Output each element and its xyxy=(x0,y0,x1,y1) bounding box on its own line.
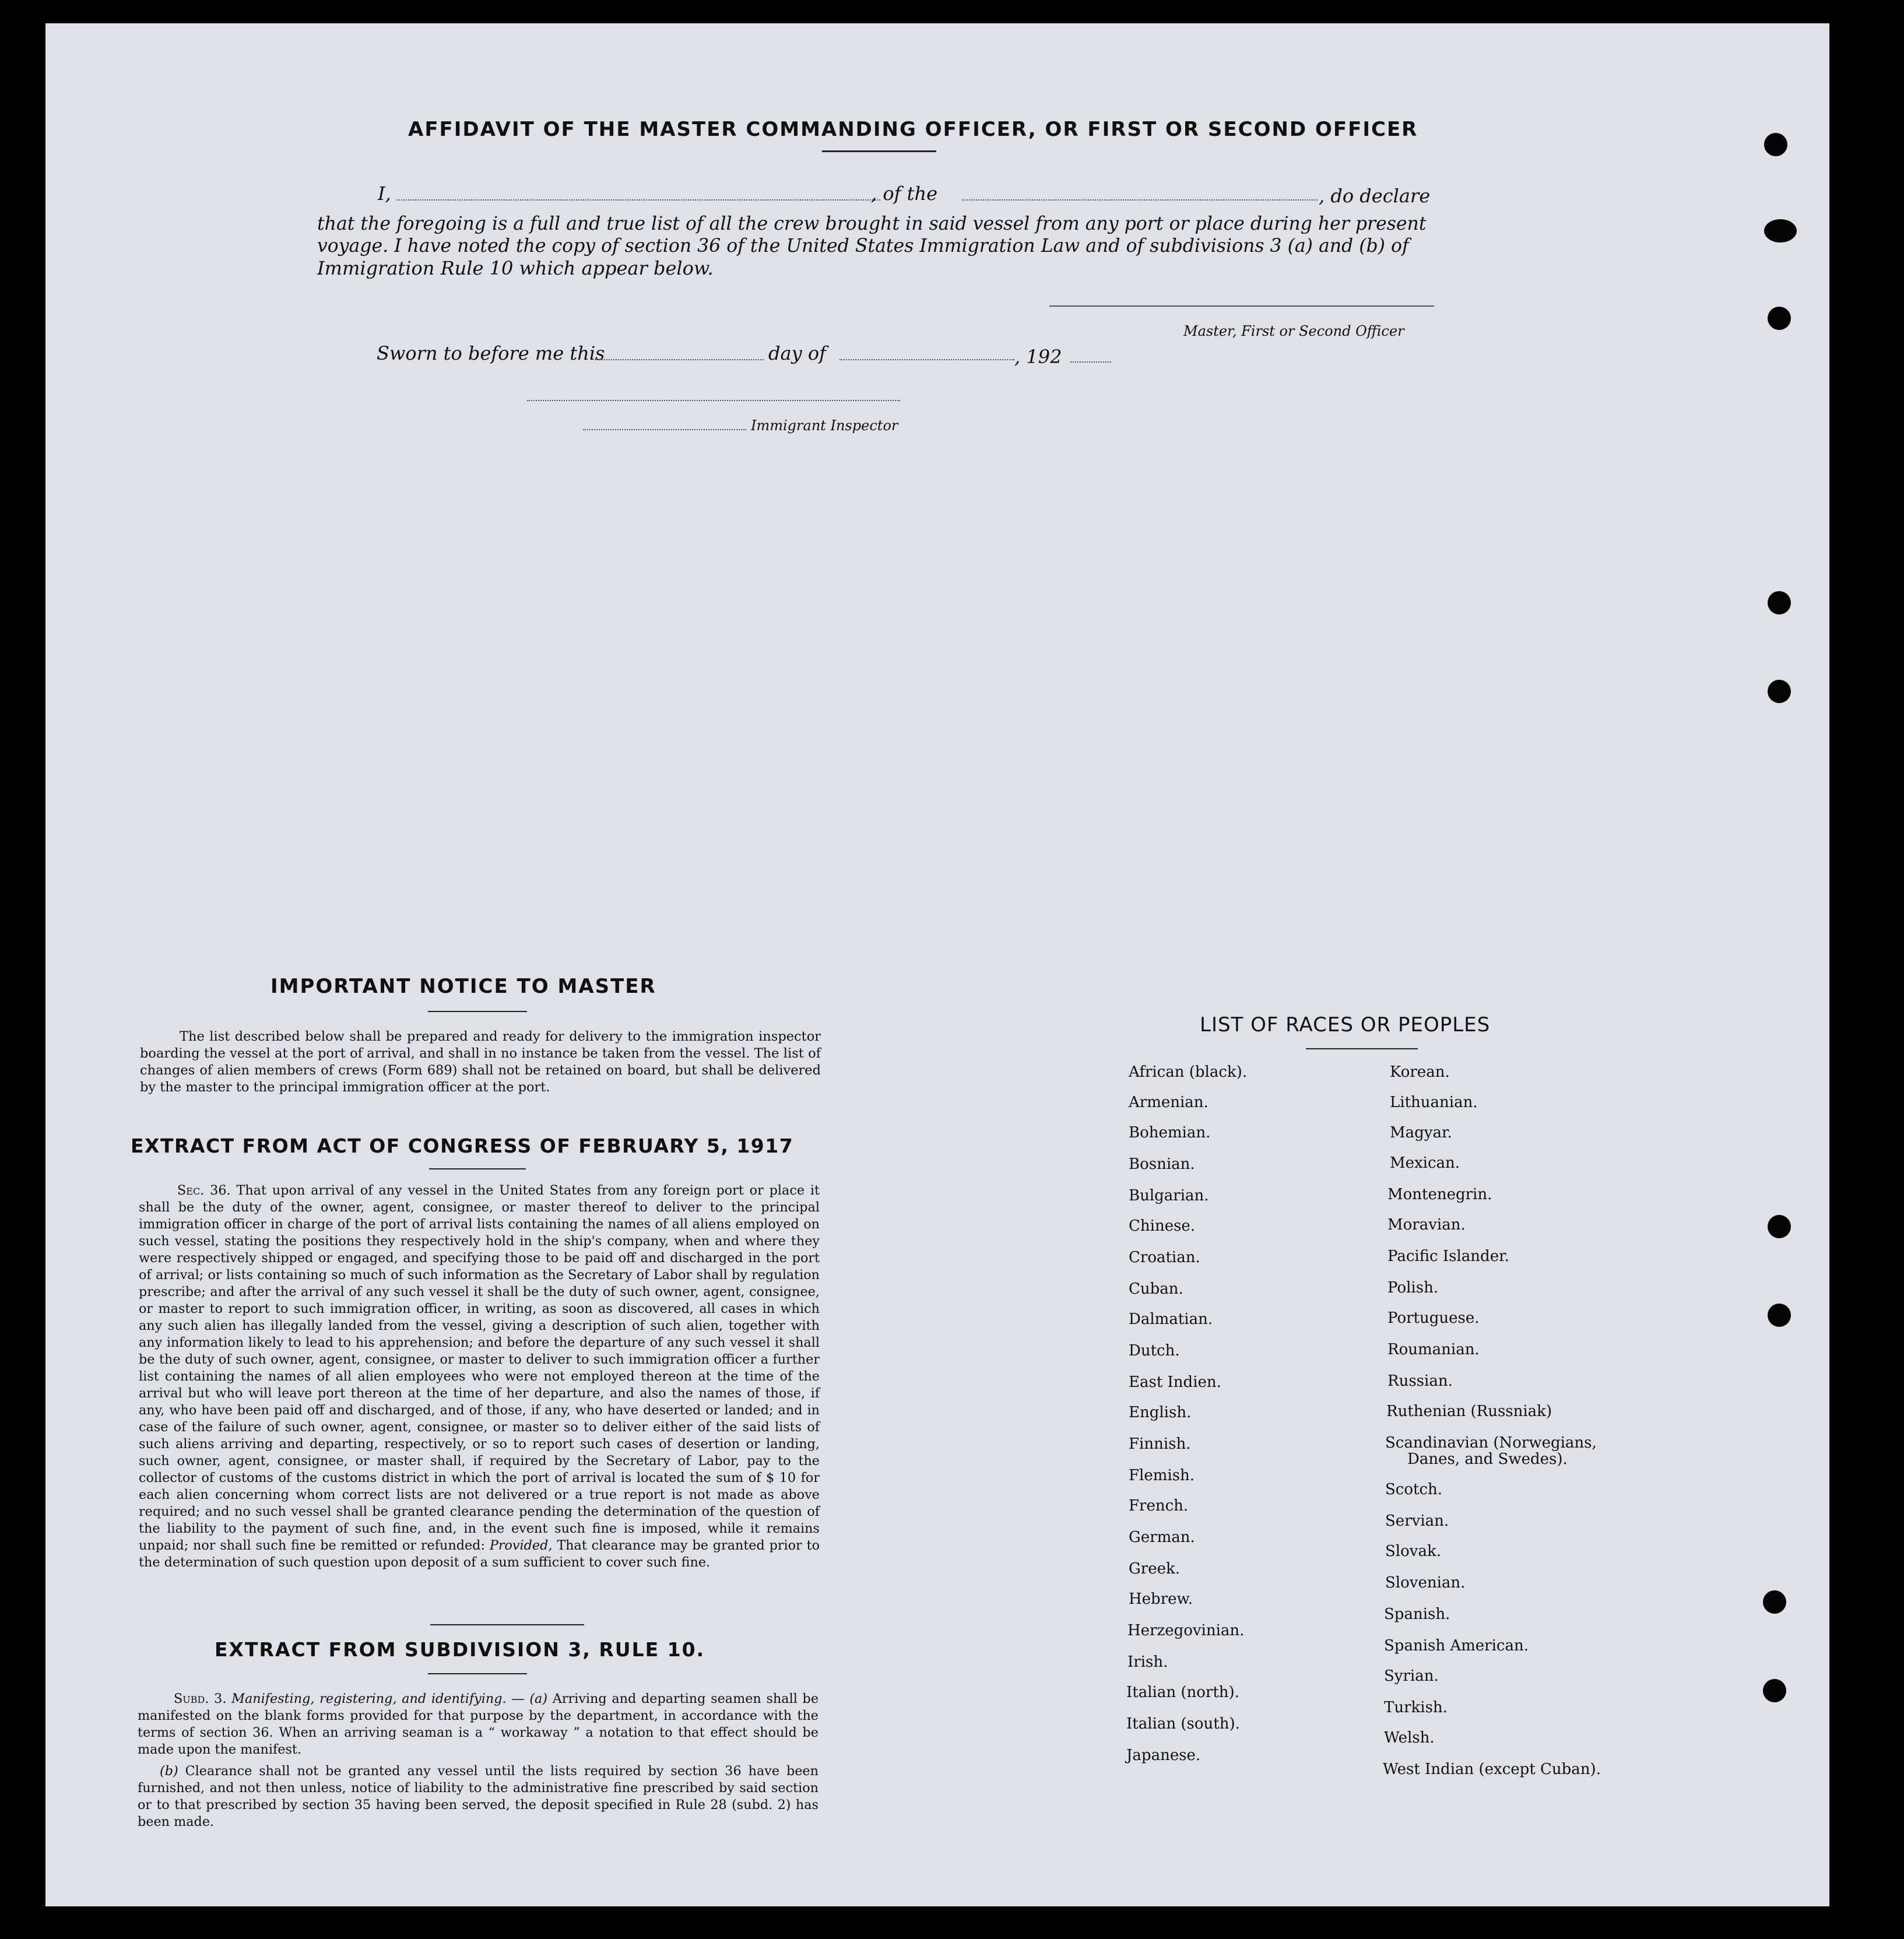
punch-hole xyxy=(1768,307,1791,330)
rule-title: EXTRACT FROM SUBDIVISION 3, RULE 10. xyxy=(215,1638,705,1661)
race-item: Italian (south). xyxy=(1126,1715,1240,1733)
race-item: Scotch. xyxy=(1385,1481,1443,1498)
affidavit-title: AFFIDAVIT OF THE MASTER COMMANDING OFFICER, OR FIRST OR SECOND OFFICER xyxy=(408,118,1418,141)
race-item: Croatian. xyxy=(1129,1249,1200,1266)
race-item: Bohemian. xyxy=(1129,1124,1211,1141)
rule-b-text: Clearance shall not be granted any vessel until the lists required by section 36 have been furnished, and not then unless, notice of liability to the administrative fine prescribed by said section or to that prescribed by section 35 having been served, the deposit specified in Rule 28 (subd. 2) has been made. xyxy=(138,1764,818,1829)
rule-a-text: Arriving and departing seamen shall be manifested on the blank forms provided for that purpose by the department, in accordance with the terms of section 36. When an arriving seaman is a “ workaway ” a notation to that effect should be made upon the manifest. xyxy=(138,1691,819,1757)
race-item: Servian. xyxy=(1385,1512,1449,1530)
punch-hole xyxy=(1764,219,1797,243)
races-title: LIST OF RACES OR PEOPLES xyxy=(1200,1013,1491,1037)
affidavit-i: I, xyxy=(378,182,391,205)
inspector-caption: Immigrant Inspector xyxy=(751,417,898,434)
rule-b-label: (b) xyxy=(160,1764,178,1779)
act-section-label: Sec. 36. xyxy=(177,1183,231,1198)
act-provided: Provided, xyxy=(489,1538,553,1553)
act-underline xyxy=(429,1168,526,1169)
punch-hole xyxy=(1768,1304,1791,1327)
rule-a-label: — (a) xyxy=(511,1691,548,1706)
race-item: African (black). xyxy=(1129,1063,1248,1081)
punch-hole xyxy=(1763,1590,1786,1614)
punch-hole xyxy=(1768,680,1791,703)
race-item: Slovak. xyxy=(1385,1543,1441,1560)
race-item: Magyar. xyxy=(1390,1124,1452,1141)
race-item: Polish. xyxy=(1387,1279,1439,1297)
rule-subd-label: Subd. 3. xyxy=(174,1691,227,1706)
sworn-month-blank[interactable] xyxy=(839,359,1014,360)
title-underline xyxy=(822,150,936,152)
race-item: Danes, and Swedes). xyxy=(1407,1450,1568,1468)
punch-hole xyxy=(1768,1215,1791,1238)
race-item: Flemish. xyxy=(1129,1467,1195,1484)
affidavit-line: voyage. I have noted the copy of section 36 of the United States Immigration Law and of subdivisions 3 (a) and (b) of xyxy=(317,236,1409,257)
race-item: Moravian. xyxy=(1387,1216,1466,1234)
act-end-rule xyxy=(430,1624,584,1625)
notice-underline xyxy=(428,1011,527,1012)
race-item: East Indien. xyxy=(1129,1374,1221,1391)
race-item: Herzegovinian. xyxy=(1127,1622,1245,1639)
inspector-line xyxy=(583,429,746,430)
race-item: Italian (north). xyxy=(1126,1684,1239,1701)
race-item: Bosnian. xyxy=(1129,1155,1195,1173)
inspector-line xyxy=(527,400,900,401)
signature-line xyxy=(1049,305,1434,307)
punch-hole xyxy=(1764,133,1787,156)
races-underline xyxy=(1306,1048,1418,1049)
race-item: Bulgarian. xyxy=(1129,1187,1209,1204)
race-item: Pacific Islander. xyxy=(1387,1248,1509,1265)
sworn-label: Sworn to before me this xyxy=(377,342,605,364)
affidavit-do-declare: , do declare xyxy=(1319,185,1431,207)
vessel-blank[interactable] xyxy=(962,199,1318,201)
year-blank[interactable] xyxy=(1070,361,1111,363)
race-item: Chinese. xyxy=(1129,1217,1196,1235)
race-item: English. xyxy=(1129,1404,1192,1421)
notice-title: IMPORTANT NOTICE TO MASTER xyxy=(271,975,656,998)
affidavit-of-the: , of the xyxy=(871,182,938,205)
act-body xyxy=(139,1182,820,1571)
race-item: Slovenian. xyxy=(1385,1574,1466,1592)
race-item: Greek. xyxy=(1129,1560,1180,1578)
rule-a xyxy=(138,1691,818,1758)
race-item: Syrian. xyxy=(1384,1667,1439,1685)
notice-body: The list described below shall be prepared and ready for delivery to the immigration inspector boarding the vessel at the port of arrival, and shall in no instance be taken from the vessel. The list of changes of alien members of crews (Form 689) shall not be retained on board, but shall be delivered by the master to the principal immigration officer at the port. xyxy=(140,1029,821,1095)
punch-hole xyxy=(1768,591,1791,614)
act-text: That upon arrival of any vessel in the United States from any foreign port or place it shall be the duty of the owner, agent, consignee, or master thereof to deliver to the principal immigration officer in charge of the port of arrival lists containing the names of all aliens employed on such vessel, stating the positions they respectively hold in the ship's company, when and where they were respectively shipped or engaged, and specifying those to be paid off and discharged in the port of arrival; or lists containing so much of such information as the Secretary of Labor shall by regulation prescribe; and after the arrival of any such vessel it shall be the duty of such owner, agent, consignee, or master to report to such immigration officer, in writing, as soon as discovered, all cases in which any such alien has illegally landed from the vessel, giving a description of such alien, together with any information likely to lead to his apprehension; and before the departure of any such vessel it shall be the duty of such owner, agent, consignee, or master to deliver to such immigration officer a further list containing the names of all alien employees who were not employed thereon at the time of the arrival but who will leave port thereon at the time of her departure, and also the names of those, if any, who have been paid off and discharged, and of those, if any, who have deserted or landed; and in case of the failure of such owner, agent, consignee, or master so to deliver either of the said lists of such aliens arriving and departing, respectively, or so to report such cases of desertion or landing, such owner, agent, consignee, or master shall, if required by the Secretary of Labor, pay to the collector of customs of the customs district in which the port of arrival is located the sum of $ 10 for each alien concerning whom correct lists are not delivered or a true report is not made as above required; and no such vessel shall be granted clearance pending the determination of the question of the liability to the payment of such fine, and, in the event such fine is imposed, while it remains unpaid; nor shall such fine be remitted or refunded: xyxy=(139,1183,820,1553)
race-item: French. xyxy=(1129,1497,1189,1515)
race-item: Dalmatian. xyxy=(1129,1311,1213,1328)
document-page xyxy=(45,23,1829,1906)
race-item: Dutch. xyxy=(1129,1342,1180,1360)
affidavit-line: Immigration Rule 10 which appear below. xyxy=(317,257,714,279)
affidavit-line: that the foregoing is a full and true list of all the crew brought in said vessel from any port or place during her present xyxy=(317,213,1427,234)
act-tail: That clearance may be granted prior to the determination of such question upon deposit of a sum sufficient to cover such fine. xyxy=(139,1538,820,1570)
race-item: Scandinavian (Norwegians, xyxy=(1385,1434,1597,1452)
day-of-label: day of xyxy=(768,342,826,364)
race-item: West Indian (except Cuban). xyxy=(1383,1761,1601,1778)
race-item: German. xyxy=(1129,1529,1195,1546)
race-item: Spanish. xyxy=(1384,1606,1450,1623)
race-item: Armenian. xyxy=(1129,1094,1209,1111)
race-item: Japanese. xyxy=(1126,1747,1201,1764)
race-item: Turkish. xyxy=(1384,1699,1448,1716)
sworn-day-blank[interactable] xyxy=(595,359,764,360)
race-item: Irish. xyxy=(1127,1653,1168,1671)
signature-caption: Master, First or Second Officer xyxy=(1183,323,1404,339)
race-item: Portuguese. xyxy=(1387,1309,1480,1327)
name-blank[interactable] xyxy=(396,199,880,201)
punch-hole xyxy=(1763,1679,1786,1702)
rule-b xyxy=(138,1763,818,1831)
race-item: Hebrew. xyxy=(1129,1590,1193,1608)
race-item: Spanish American. xyxy=(1384,1637,1529,1655)
race-item: Ruthenian (Russniak) xyxy=(1386,1403,1552,1420)
rule-underline xyxy=(428,1673,527,1674)
race-item: Lithuanian. xyxy=(1390,1094,1478,1111)
race-item: Montenegrin. xyxy=(1387,1186,1492,1203)
race-item: Roumanian. xyxy=(1387,1341,1480,1358)
race-item: Russian. xyxy=(1387,1372,1453,1390)
race-item: Mexican. xyxy=(1390,1154,1460,1172)
race-item: Finnish. xyxy=(1129,1435,1191,1453)
race-item: Welsh. xyxy=(1384,1729,1435,1747)
year-label: , 192 xyxy=(1014,346,1062,368)
act-title: EXTRACT FROM ACT OF CONGRESS OF FEBRUARY 5, 1917 xyxy=(131,1134,794,1157)
rule-subd-heading: Manifesting, registering, and identifying. xyxy=(231,1691,507,1706)
race-item: Cuban. xyxy=(1129,1280,1183,1298)
race-item: Korean. xyxy=(1390,1063,1450,1081)
